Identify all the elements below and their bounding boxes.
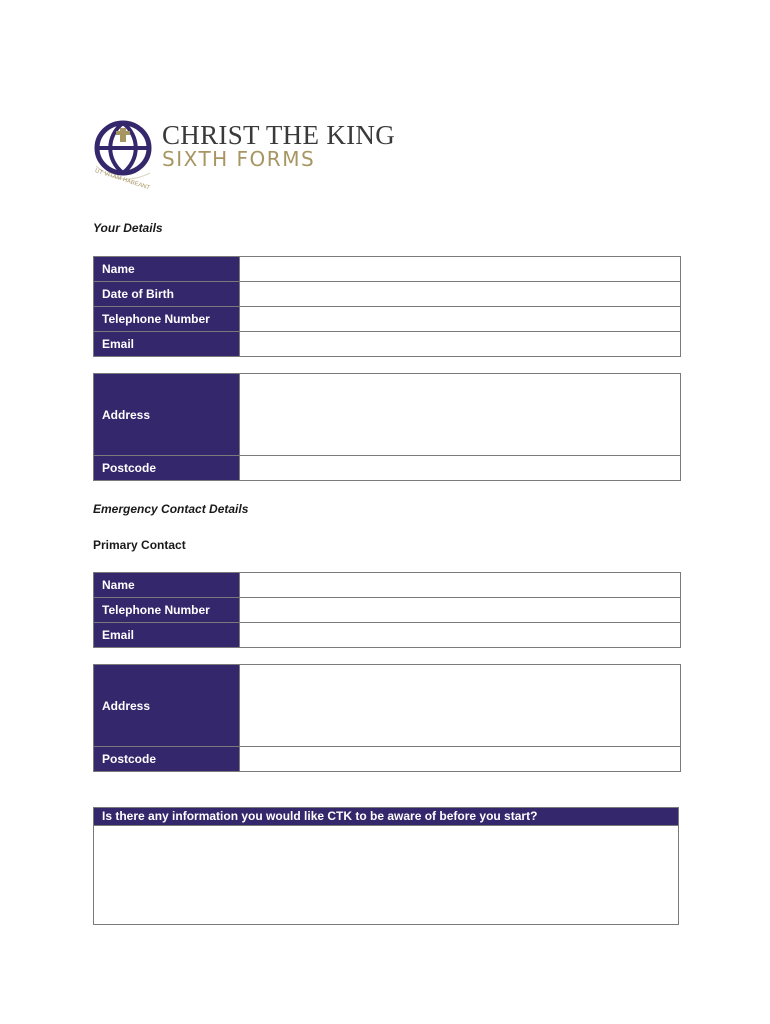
emergency-address-table (93, 664, 681, 772)
email-label: Email (94, 332, 240, 357)
additional-info-box (93, 807, 679, 925)
emergency-name-field[interactable] (240, 573, 681, 598)
emergency-email-label: Email (94, 623, 240, 648)
email-field[interactable] (240, 332, 681, 357)
logo-title-line1: CHRIST THE KING (162, 120, 396, 150)
emergency-postcode-field[interactable] (240, 747, 681, 772)
dob-field[interactable] (240, 282, 681, 307)
emergency-heading: Emergency Contact Details (93, 502, 249, 516)
emergency-email-field[interactable] (240, 623, 681, 648)
logo-title-line2: SIXTH FORMS (162, 147, 316, 171)
address-label: Address (94, 374, 240, 456)
name-label: Name (94, 257, 240, 282)
additional-info-field[interactable] (94, 826, 678, 924)
school-logo (90, 118, 420, 198)
emergency-address-label: Address (94, 665, 240, 747)
emergency-name-label: Name (94, 573, 240, 598)
telephone-field[interactable] (240, 307, 681, 332)
crest-icon (90, 118, 160, 198)
emergency-address-field[interactable] (240, 665, 681, 747)
your-address-table (93, 373, 681, 481)
your-details-heading: Your Details (93, 221, 163, 235)
additional-info-question: Is there any information you would like CTK to be aware of before you start? (94, 808, 678, 826)
dob-label: Date of Birth (94, 282, 240, 307)
motto-text: UT VITAM HABEANT (94, 168, 151, 192)
telephone-label: Telephone Number (94, 307, 240, 332)
name-field[interactable] (240, 257, 681, 282)
primary-contact-label: Primary Contact (93, 538, 186, 552)
postcode-field[interactable] (240, 456, 681, 481)
emergency-postcode-label: Postcode (94, 747, 240, 772)
emergency-telephone-label: Telephone Number (94, 598, 240, 623)
address-field[interactable] (240, 374, 681, 456)
postcode-label: Postcode (94, 456, 240, 481)
your-details-table (93, 256, 681, 357)
emergency-telephone-field[interactable] (240, 598, 681, 623)
emergency-details-table (93, 572, 681, 648)
